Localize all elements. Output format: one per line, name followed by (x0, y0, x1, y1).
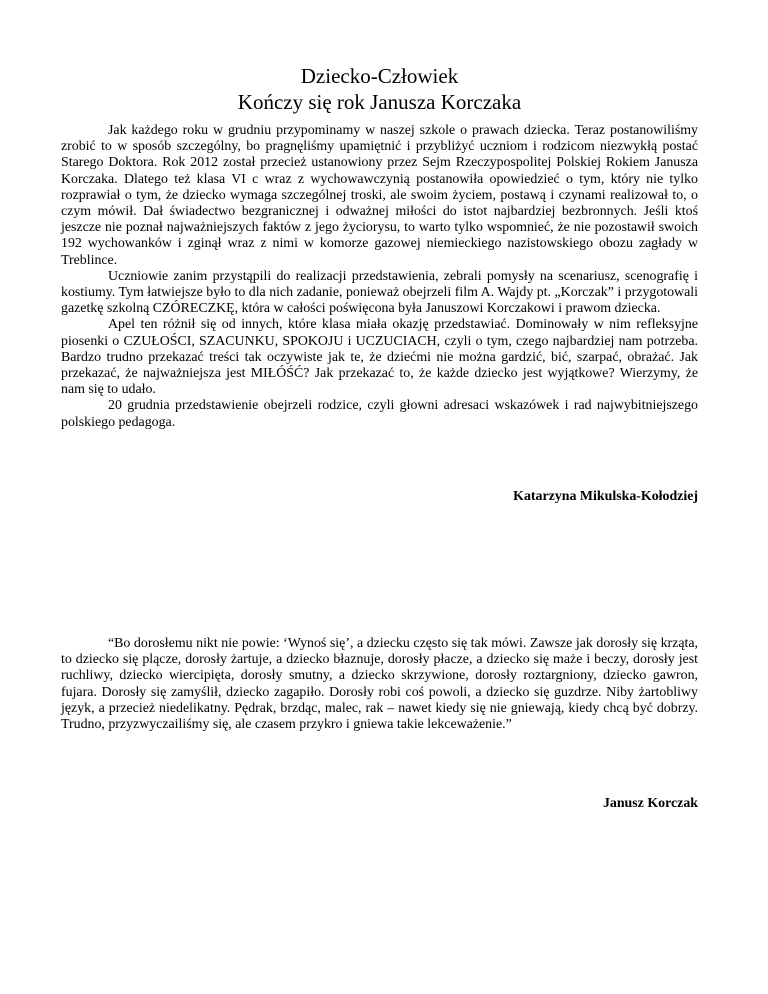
article-author: Katarzyna Mikulska-Kołodziej (513, 489, 698, 504)
article-paragraph: 20 grudnia przedstawienie obejrzeli rodzice, czyli głowni adresaci wskazówek i rad najwybitniejszego polskiego pedagoga. (61, 398, 698, 430)
article-body (61, 123, 698, 431)
quote-text: “Bo dorosłemu nikt nie powie: ‘Wynoś się’, a dziecku często się tak mówi. Zawsze jak dorosły się krząta, to dziecko się plącze, dorosły żartuje, a dziecko błaznuje, dorosły płacze, a dziecko się maże i beczy, dorosły jest ruchliwy, dziecko wiercipięta, dorosły smutny, a dziecko skrzywione, dorosły roztargniony, dziecko gawron, fujara. Dorosły się zamyślił, dziecko zagapiło. Dorosły robi coś powoli, a dziecko się guzdrze. Niby żartobliwy język, a przecież niedelikatny. Pędrak, brzdąc, malec, rak – nawet kiedy się nie gniewają, kiedy chcą być dobrzy. Trudno, przyzwyczailiśmy się, ale czasem przykro i gniewa takie lekceważenie.” (61, 636, 698, 733)
article-paragraph: Uczniowie zanim przystąpili do realizacji przedstawienia, zebrali pomysły na scenariusz, scenografię i kostiumy. Tym łatwiejsze było to dla nich zadanie, ponieważ obejrzeli film A. Wajdy pt. „Korczak” i przygotowali gazetkę szkolną CZÓRECZKĘ, która w całości poświęcona była Januszowi Korczakowi i prawom dziecka. (61, 268, 698, 317)
title-line-1: Dziecko-Człowiek (300, 64, 459, 88)
quote-block (61, 636, 698, 733)
article-paragraph: Jak każdego roku w grudniu przypominamy w naszej szkole o prawach dziecka. Teraz postanowiliśmy zrobić to w sposób szczególny, bo pragnęliśmy upamiętnić i przybliżyć uczniom i rodzicom niezwykłą postać Starego Doktora. Rok 2012 został przecież ustanowiony przez Sejm Rzeczypospolitej Polskiej Rokiem Janusza Korczaka. Dlatego też klasa VI c wraz z wychowawczynią postanowiła opowiedzieć o tym, który nie tylko rozprawiał o tym, że dziecko wymaga szczególnej troski, ale swoim życiem, postawą i czynami realizował to, o czym mówił. Dał świadectwo bezgranicznej i odważnej miłości do istot najbardziej bezbronnych. Jeśli ktoś jeszcze nie poznał najważniejszych faktów z jego życiorysu, to warto tylko wspomnieć, że nie pozostawił swoich 192 wychowanków i zginął wraz z nimi w komorze gazowej niemieckiego nazistowskiego obozu zagłady w Treblince. (61, 123, 698, 268)
article-paragraph: Apel ten różnił się od innych, które klasa miała okazję przedstawiać. Dominowały w nim refleksyjne piosenki o CZUŁOŚCI, SZACUNKU, SPOKOJU i UCZUCIACH, czyli o tym, czego najbardziej nam potrzeba. Bardzo trudno przekazać treści tak oczywiste jak te, że dziećmi nie można gardzić, bić, szarpać, obrażać. Jak przekazać, że najważniejsza jest MIŁÓŚĆ? Jak przekazać to, że każde dziecko jest wyjątkowe? Wierzymy, że nam się to udało. (61, 317, 698, 398)
title-line-2: Kończy się rok Janusza Korczaka (237, 90, 522, 114)
quote-author: Janusz Korczak (602, 796, 698, 811)
document-title (61, 63, 698, 115)
